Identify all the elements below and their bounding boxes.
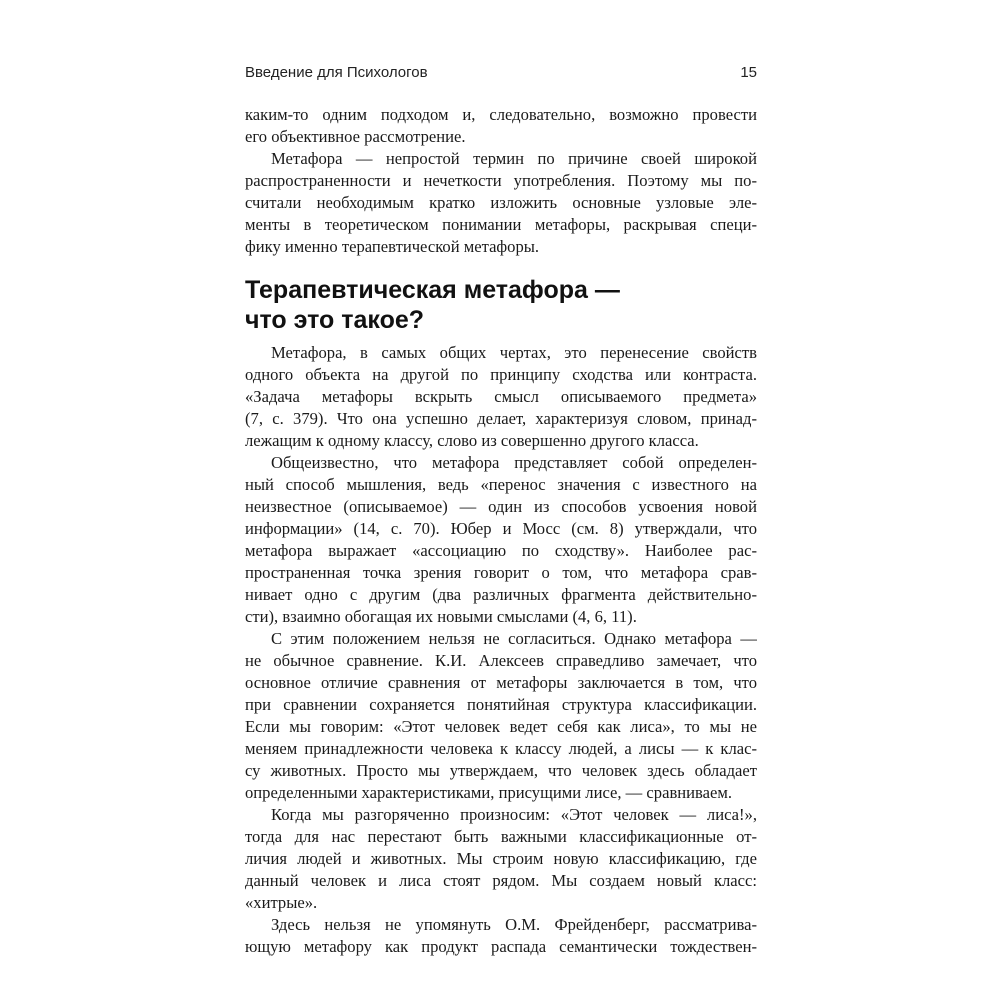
text-line: (7, с. 379). Что она успешно делает, характеризуя словом, принад-: [245, 409, 757, 428]
text-line: Метафора, в самых общих чертах, это перенесение свойств: [271, 343, 757, 362]
text-line: данный человек и лиса стоят рядом. Мы создаем новый класс:: [245, 871, 757, 890]
text-line: С этим положением нельзя не согласиться. Однако метафора —: [271, 629, 757, 648]
text-line: метафора выражает «ассоциацию по сходству». Наиболее рас-: [245, 541, 757, 560]
text-line: при сравнении сохраняется понятийная структура классификации.: [245, 695, 757, 714]
text-line: его объективное рассмотрение.: [245, 127, 466, 146]
text-line: Метафора — непростой термин по причине своей широкой: [271, 149, 757, 168]
text-line: ный способ мышления, ведь «перенос значения с известного на: [245, 475, 757, 494]
text-line: распространенности и нечеткости употребления. Поэтому мы по-: [245, 171, 757, 190]
text-line: лежащим к одному классу, слово из совершенно другого класса.: [245, 431, 699, 450]
text-line: нивает одно с другим (два различных фрагмента действительно-: [245, 585, 757, 604]
page-number: 15: [740, 64, 757, 81]
text-line: информации» (14, с. 70). Юбер и Мосс (см. 8) утверждали, что: [245, 519, 757, 538]
section-heading-line-2: что это такое?: [245, 306, 425, 334]
text-line: каким-то одним подходом и, следовательно, возможно провести: [245, 105, 757, 124]
text-line: определенными характеристиками, присущими лисе, — сравниваем.: [245, 783, 733, 802]
text-line: Здесь нельзя не упомянуть О.М. Фрейденберг, рассматрива-: [271, 915, 757, 934]
section-heading-line-1: Терапевтическая метафора —: [245, 276, 620, 304]
running-title: Введение для Психологов: [245, 64, 428, 81]
text-line: сти), взаимно обогащая их новыми смыслами (4, 6, 11).: [245, 607, 637, 626]
text-line: тогда для нас перестают быть важными классификационные от-: [245, 827, 757, 846]
text-line: «Задача метафоры вскрыть смысл описываемого предмета»: [245, 387, 757, 406]
section-heading: [245, 275, 757, 335]
text-line: неизвестное (описываемое) — один из способов усвоения новой: [245, 497, 757, 516]
text-line: фику именно терапевтической метафоры.: [245, 237, 540, 256]
text-line: «хитрые».: [245, 893, 318, 912]
text-line: не обычное сравнение. К.И. Алексеев справедливо замечает, что: [245, 651, 757, 670]
text-line: Общеизвестно, что метафора представляет собой определен-: [271, 453, 757, 472]
text-line: менты в теоретическом понимании метафоры, раскрывая специ-: [245, 215, 757, 234]
body-text-main: [245, 342, 757, 958]
text-line: считали необходимым кратко изложить основные узловые эле-: [245, 193, 757, 212]
text-line: меняем принадлежности человека к классу людей, а лисы — к клас-: [245, 739, 757, 758]
text-line: одного объекта на другой по принципу сходства или контраста.: [245, 365, 757, 384]
body-text-top: [245, 104, 757, 258]
text-line: личия людей и животных. Мы строим новую классификацию, где: [245, 849, 757, 868]
text-line: ющую метафору как продукт распада семантически тождествен-: [245, 937, 757, 956]
text-line: Если мы говорим: «Этот человек ведет себя как лиса», то мы не: [245, 717, 757, 736]
text-line: су животных. Просто мы утверждаем, что человек здесь обладает: [245, 761, 757, 780]
text-line: пространенная точка зрения говорит о том, что метафора срав-: [245, 563, 757, 582]
text-line: Когда мы разгоряченно произносим: «Этот человек — лиса!»,: [271, 805, 757, 824]
text-line: основное отличие сравнения от метафоры заключается в том, что: [245, 673, 757, 692]
